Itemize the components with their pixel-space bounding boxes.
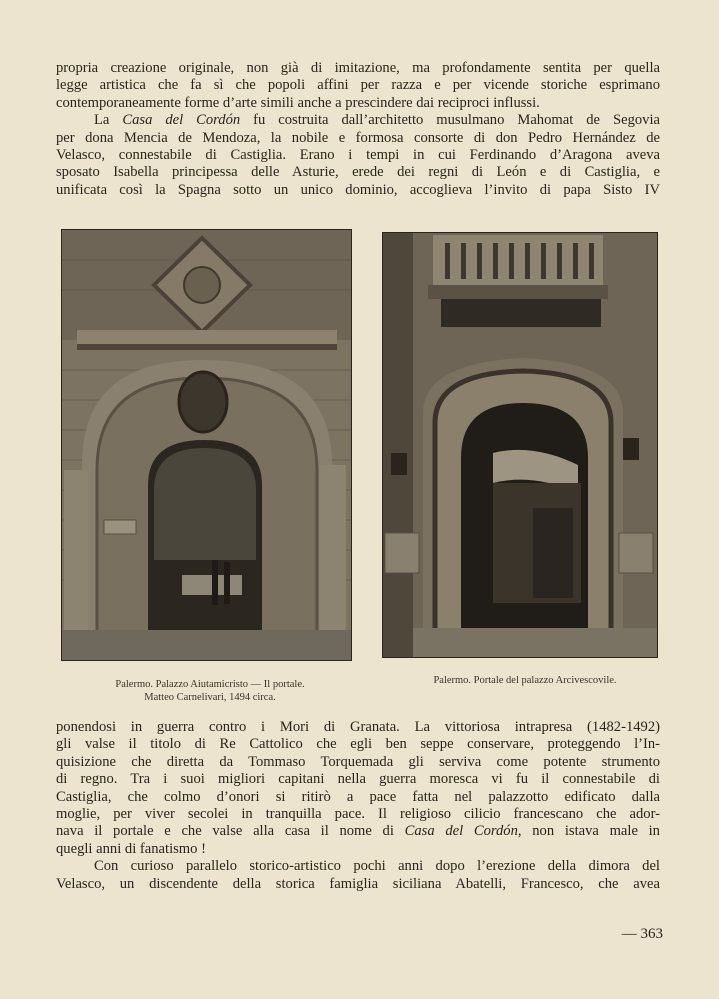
caption-left — [80, 678, 340, 704]
text-line: gli valse il titolo di Re Cattolico che egli ben seppe conservare, proteggendo l’In- — [56, 736, 660, 753]
text-line: ponendosi in guerra contro i Mori di Granata. La vittoriosa intrapresa (1482-1492) — [56, 719, 660, 735]
text-line: sposato Isabella principessa delle Asturie, erede dei regni di León e di Castiglia, e — [56, 164, 660, 181]
text-line: Velasco, connestabile di Castiglia. Erano i tempi in cui Ferdinando d’Aragona aveva — [56, 147, 660, 164]
text-line: contemporaneamente forme d’arte simili anche a prescindere dai reciproci influssi. — [56, 94, 540, 111]
text-line: nava il portale e che valse alla casa il nome di Casa del Cordón, non istava male in — [56, 823, 660, 840]
photo-palazzo-aiutamicristo — [61, 229, 352, 661]
caption-right: Palermo. Portale del palazzo Arcivescovile. — [433, 675, 617, 686]
text-line: legge artistica che fa sì che popoli affini per razza e per vicende storiche esprimano — [56, 77, 660, 94]
text-line: di regno. Tra i suoi migliori capitani nella guerra moresca vi fu il connestabile di — [56, 771, 660, 788]
text-line: Castiglia, che colmo d’onori si ritirò a pace fatta nel palazzotto edificato dalla — [56, 788, 660, 805]
text-line: propria creazione originale, non già di imitazione, ma profondamente sentita per quella — [56, 60, 660, 76]
text-line: unificata così la Spagna sotto un unico dominio, accoglieva l’invito di papa Sisto IV — [56, 181, 660, 198]
photo-palazzo-arcivescovile — [382, 232, 658, 658]
body-text-bottom — [56, 719, 660, 893]
text-line: Velasco, un discendente della storica famiglia siciliana Abatelli, Francesco, che avea — [56, 875, 660, 892]
text-line: quegli anni di fanatismo ! — [56, 840, 206, 857]
caption-left-line1: Palermo. Palazzo Aiutamicristo — Il portale. — [115, 679, 305, 690]
text-line: per dona Mencia de Mendoza, la nobile e formosa consorte di don Pedro Hernández de — [56, 129, 660, 146]
text-line: moglie, per viver secolei in tranquilla pace. Il religioso cilicio francescano che ador- — [56, 806, 660, 823]
text-line: La Casa del Cordón fu costruita dall’architetto musulmano Mahomat de Segovia — [94, 112, 660, 129]
italic-title: Casa del Cordón — [122, 112, 241, 129]
caption-left-line2: Matteo Carnelivari, 1494 circa. — [144, 692, 276, 703]
page-number: — 363 — [621, 926, 663, 942]
text-line: quisizione che diretta da Tommaso Torquemada gli serviva come potente strumento — [56, 753, 660, 770]
body-text-top — [56, 60, 660, 199]
text-line: Con curioso parallelo storico-artistico pochi anni dopo l’erezione della dimora del — [94, 858, 660, 875]
italic-title: Casa del Cordón — [404, 823, 518, 840]
